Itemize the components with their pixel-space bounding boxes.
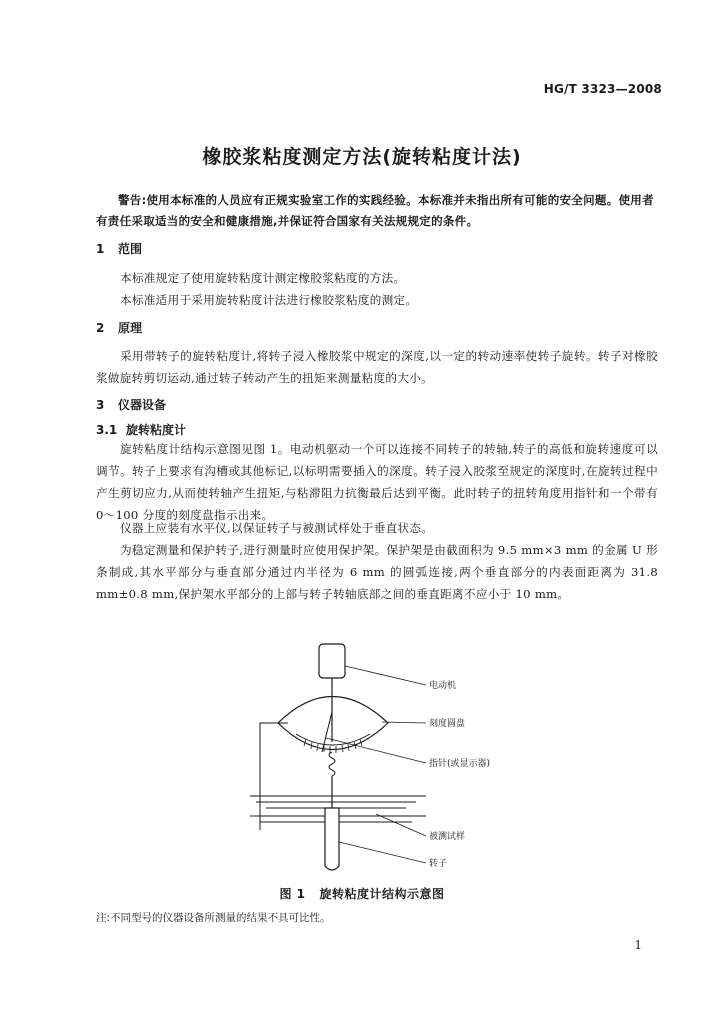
warning-paragraph: 警告:使用本标准的人员应有正规实验室工作的实践经验。本标准并未指出所有可能的安全问题。使用者有责任采取适当的安全和健康措施,并保证符合国家有关法规规定的条件。: [96, 193, 654, 228]
dial-disk-shape: [278, 697, 388, 750]
section-title: 范围: [118, 242, 143, 256]
paragraph: 旋转粘度计结构示意图见图 1。电动机驱动一个可以连接不同转子的转轴,转子的高低和旋转速度可以调节。转子上要求有沟槽或其他标记,以标明需要插入的深度。转子浸入胶浆至规定的深度时,在旋转过程中产生剪切应力,从而使转轴产生扭矩,与粘滞阻力抗衡最后达到平衡。此时转子的扭转角度用指针和一个带有 0～100 分度的刻度盘指示出来。: [96, 442, 658, 522]
note: 注:不同型号的仪器设备所测量的结果不具可比性。: [96, 912, 331, 924]
motor-shape: [319, 644, 345, 678]
section-heading-apparatus: [96, 396, 166, 413]
leader-lines: [326, 666, 426, 863]
subsection-heading-viscometer: [96, 421, 186, 438]
spring-coil: [329, 752, 335, 776]
section-heading-principle: [96, 319, 142, 336]
paragraph: 本标准适用于采用旋转粘度计法进行橡胶浆粘度的测定。: [120, 293, 418, 307]
section-number: 3: [96, 398, 105, 412]
viscometer-diagram: [226, 630, 526, 882]
section-title: 仪器设备: [118, 398, 167, 412]
section-title: 原理: [118, 321, 143, 335]
section-number: 1: [96, 242, 105, 256]
subsection-title: 旋转粘度计: [126, 423, 187, 437]
label-sample: 被测试样: [429, 832, 466, 842]
label-pointer: 指针(或显示器): [429, 759, 491, 769]
section-number: 2: [96, 321, 105, 335]
protective-frame: [260, 723, 288, 830]
section-heading-scope: [96, 240, 142, 257]
figure-caption: [0, 885, 724, 902]
figure-caption-text: 旋转粘度计结构示意图: [319, 887, 445, 901]
document-title: 橡胶浆粘度测定方法(旋转粘度计法): [202, 146, 522, 168]
subsection-number: 3.1: [96, 423, 118, 437]
paragraph: 本标准规定了使用旋转粘度计测定橡胶浆粘度的方法。: [120, 271, 406, 285]
paragraph: 为稳定测量和保护转子,进行测量时应使用保护架。保护架是由截面积为 9.5 mm×3 mm 的金属 U 形条制成,其水平部分与垂直部分通过内半径为 6 mm 的圆弧连接,两个垂直部分的内表面距离为 31.8 mm±0.8 mm,保护架水平部分的上部与转子转轴底部之间的垂直距离不应小于 10 mm。: [96, 543, 658, 601]
page-number: 1: [634, 938, 642, 952]
figure-number: 图 1: [279, 887, 306, 901]
label-motor: 电动机: [429, 681, 457, 691]
paragraph: 仪器上应装有水平仪,以保证转子与被测试样处于垂直状态。: [120, 521, 434, 535]
label-rotor: 转子: [429, 859, 448, 869]
standard-code: HG/T 3323—2008: [543, 82, 662, 96]
paragraph: 采用带转子的旋转粘度计,将转子浸入橡胶浆中规定的深度,以一定的转动速率使转子旋转。转子对橡胶浆做旋转剪切运动,通过转子转动产生的扭矩来测量粘度的大小。: [96, 349, 658, 385]
rotor-shape: [325, 808, 339, 870]
label-dial: 刻度圆盘: [429, 719, 466, 729]
